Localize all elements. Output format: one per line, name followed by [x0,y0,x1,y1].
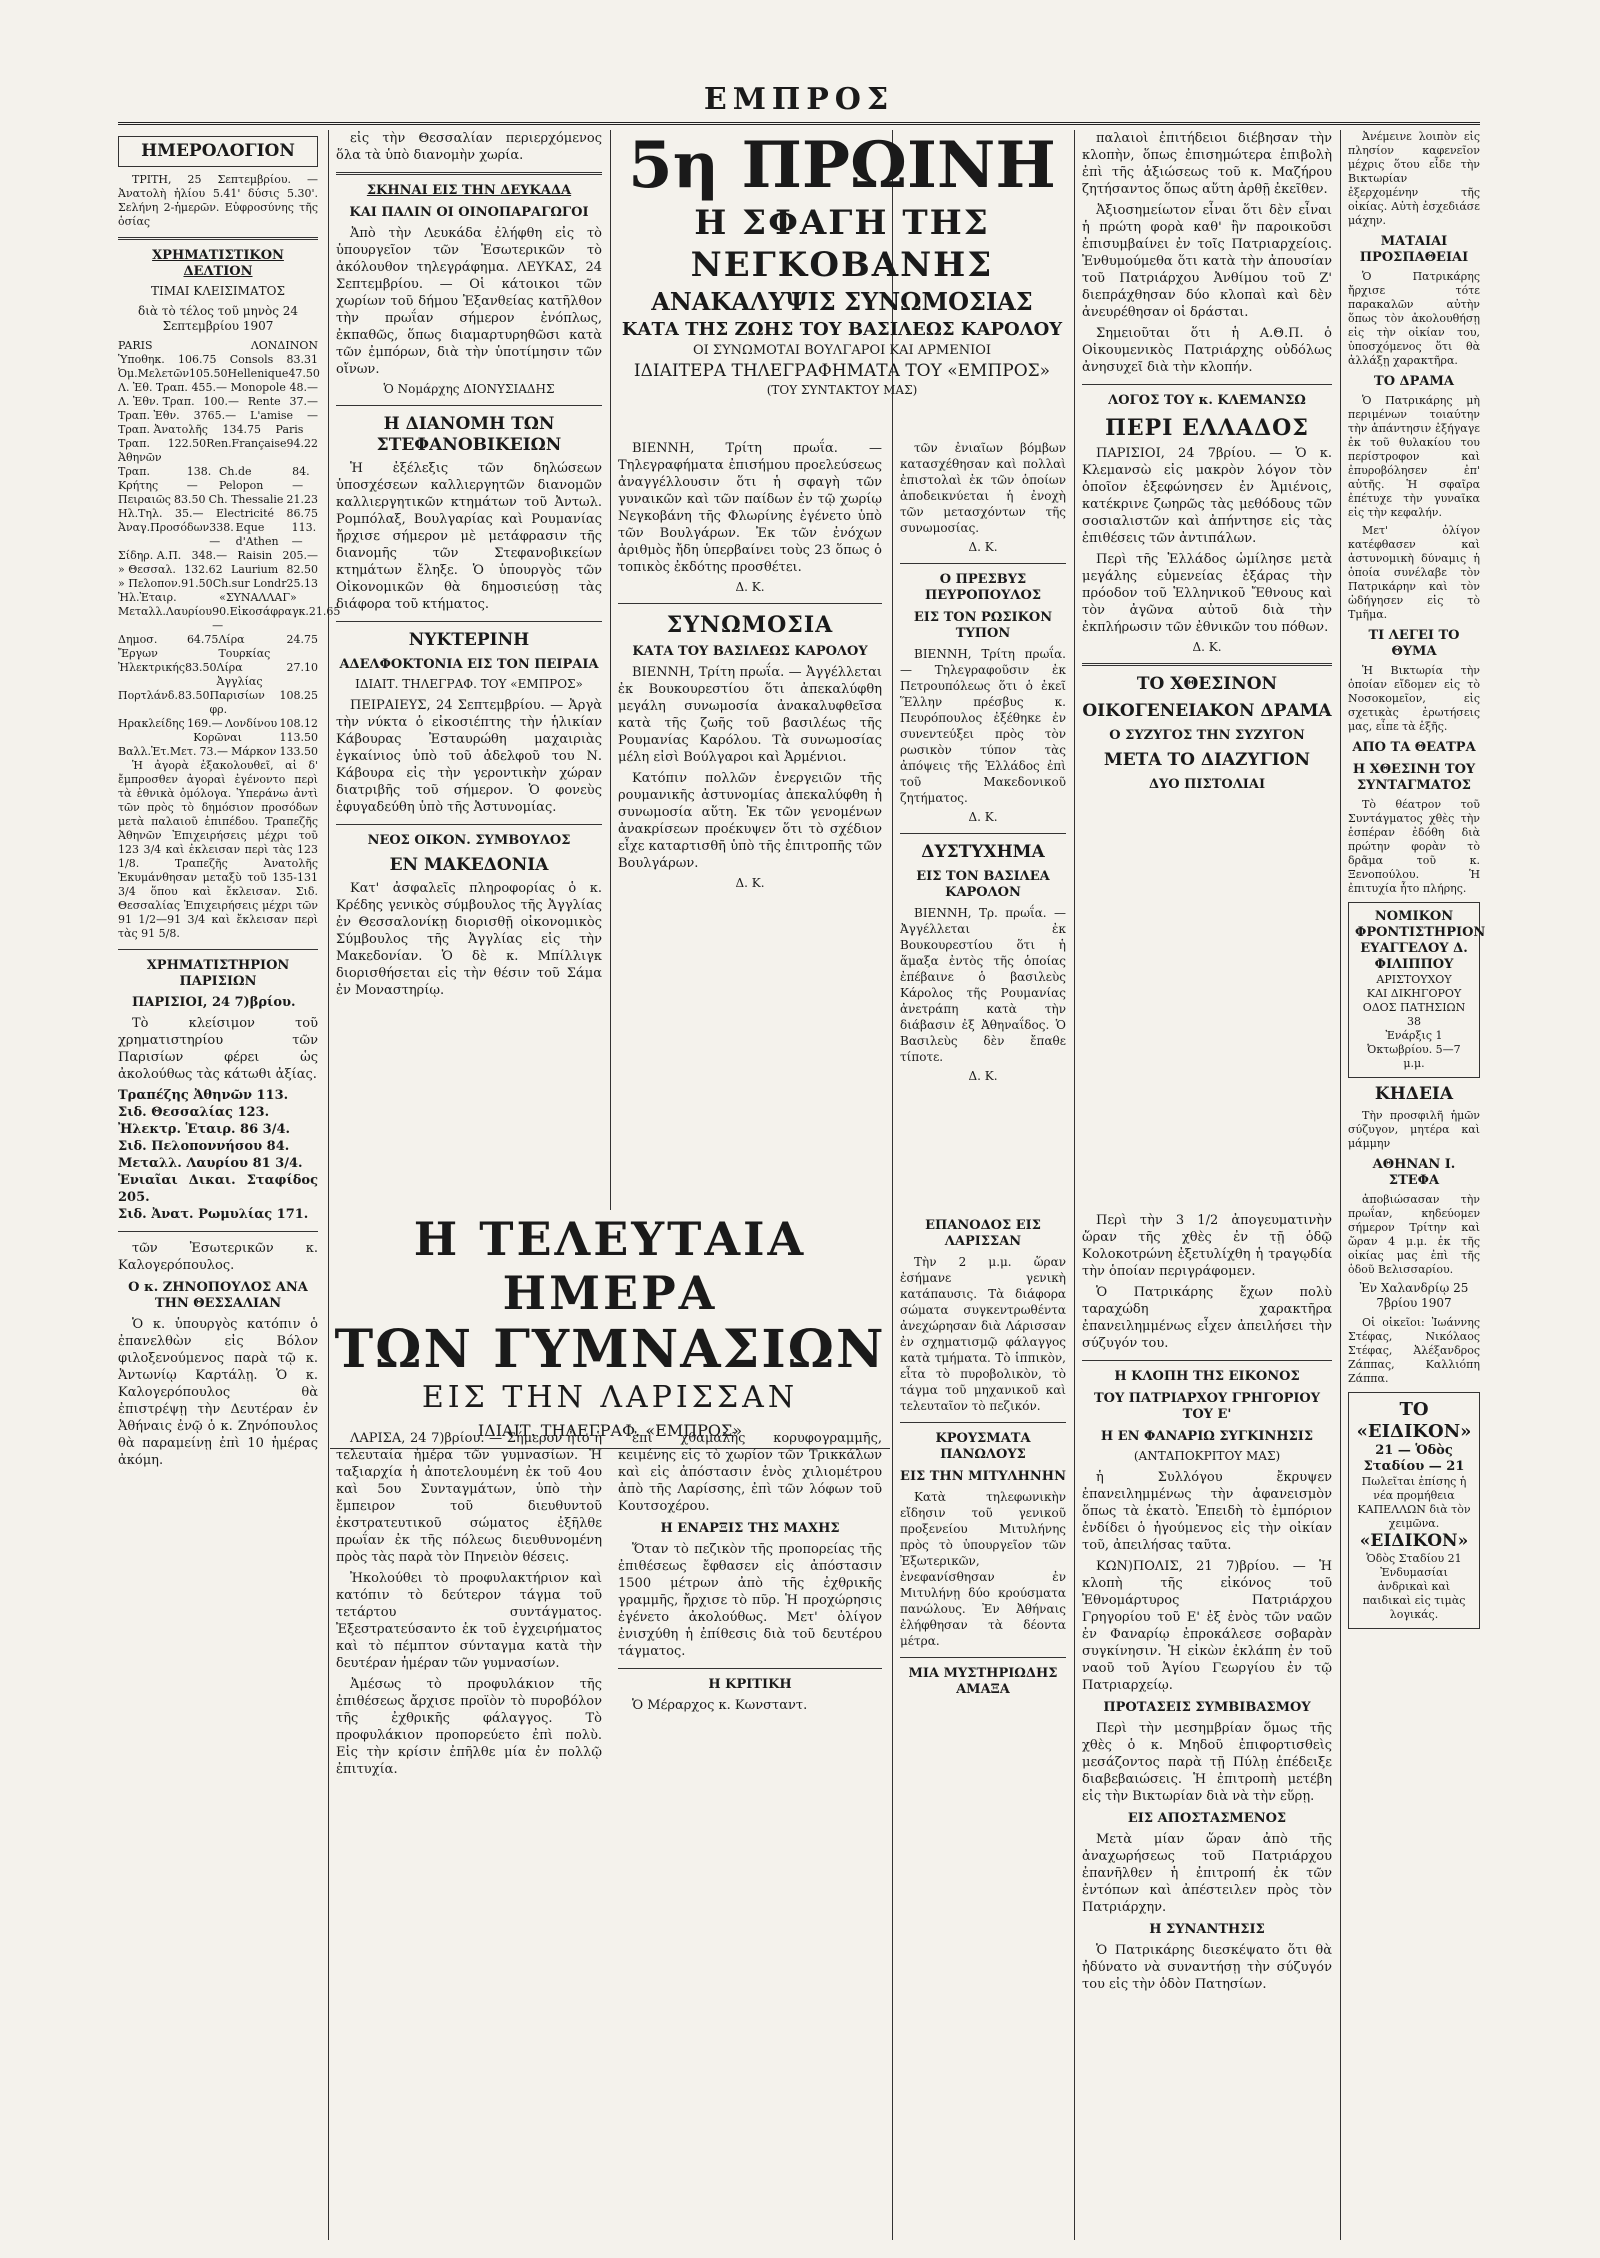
apostasy-heading: ΕΙΣ ΑΠΟΣΤΑΣΜΕΝΟΣ [1127,1811,1287,1826]
vain-efforts-heading: ΜΑΤΑΙΑΙ ΠΡΟΣΠΑΘΕΙΑΙ [1359,234,1469,265]
deceased-name: ΑΘΗΝΑΝ Ι. ΣΤΕΦΑ [1372,1157,1456,1188]
ambassador-text: ΒΙΕΝΝΗ, Τρίτη πρωΐα. — Τηλεγραφοῦσιν ἐκ Πετρουπόλεως ὅτι ὁ ἐκεῖ Ἕλλην πρέσβυς κ. Πευρόπουλος ἐξέθηκε ἐν συνεντεύξει πρὸς τὸν ρωσικὸν τύπον τὰς ἀπόψεις τῆς Ἑλλάδος ἐπὶ τοῦ Μακεδονικοῦ ζητήματος. [900,647,1066,805]
market-row-left: Βαλλ.Ἐτ.Μετ. [118,745,197,758]
market-row [118,591,318,605]
drama-text-2: Μετ' ὀλίγον κατέφθασεν καὶ ἀστυνομικὴ δύναμις ἡ ὁποία συνέλαβε τὸν Πατρικάρην καὶ τὸν ὡδήγησεν εἰς τὸ Τμῆμα. [1348,524,1480,621]
column-rule [610,130,611,1210]
market-row-right: Ren.Française [206,437,287,450]
ad-line-4: ΚΑΙ ΔΙΚΗΓΟΡΟΥ [1366,987,1462,1000]
column-rule [1074,130,1075,2240]
meeting-text: Ὁ Πατρικάρης διεσκέψατο ὅτι θὰ ἠδύνατο νὰ συναντήσῃ τὴν σύζυγόν του εἰς τὴν ὁδὸν Πατησίων. [1082,1943,1332,1992]
market-row [118,661,318,689]
market-row-left-value: 83.50 [177,689,210,702]
paris-label: PARIS [118,339,153,352]
drama-heading-5: ΔΥΟ ΠΙΣΤΟΛΙΑΙ [1148,777,1266,792]
plague-text: Κατὰ τηλεφωνικὴν εἴδησιν τοῦ γενικοῦ προξενείου Μιτυλήνης πρὸς τὸ ὑπουργεῖον τῶν Ἐξωτερικῶν, ἐνεφανίσθησαν ἐν Μιτυλήνῃ δύο κρούσματα πανώλους. Ἐν Ἀθήναις ἐλήφθησαν τὰ δέοντα μέτρα. [900,1490,1066,1648]
drama-heading: ΤΟ ΔΡΑΜΑ [1374,374,1454,389]
signature: Δ. Κ. [1192,640,1222,654]
market-row-right-value: 82.50 [286,563,318,576]
drama-text: Ὁ Πατρικάρης μὴ περιμένων τοιαύτην τὴν ἀπάντησιν ἐξήγαγε ἐκ τοῦ θυλακίου του περίστροφον καὶ ἐπυροβόλησεν ἐπ' αὐτῆς. Ἡ σφαῖρα ἐπέτυχε τὴν γυναῖκα εἰς τὴν κεφαλήν. [1348,394,1480,519]
column-5-lower [1082,1212,1332,2240]
market-row [118,409,318,423]
column-3 [618,440,882,1205]
market-row-left: Τραπ. Ἐθν. [118,409,180,422]
column-6 [1348,130,1486,2240]
divider [336,824,602,825]
market-row-left-value: 83.50 [174,493,206,506]
apostasy-text: Μετὰ μίαν ὥραν ἀπὸ τῆς ἀναχωρήσεως τοῦ Πατριάρχου ἐπανῆλθεν ἡ ἐπιτροπή ἐκ τῶν ἐντόπων καὶ ἀπέστειλεν πρὸς τὸν Πατριάρχην. [1082,1832,1332,1915]
divider [118,237,318,240]
conspiracy-heading: ΣΥΝΩΜΟΣΙΑ [666,612,834,638]
funeral-heading: ΚΗΔΕΙΑ [1374,1084,1454,1104]
zinopoulos-heading: Ο κ. ΖΗΝΟΠΟΥΛΟΣ ΑΝΑ ΤΗΝ ΘΕΣΣΑΛΙΑΝ [128,1280,308,1311]
column-5 [1082,130,1332,1205]
battle-start-heading: Η ΕΝΑΡΞΙΣ ΤΗΣ ΜΑΧΗΣ [660,1521,840,1536]
market-row [118,465,318,493]
paris-quote: Ἑνιαῖαι Δικαι. Σταφίδος 205. [118,1173,318,1205]
ad-line-6: Ἐνάρξις 1 Ὀκτωβρίου. 5—7 μ.μ. [1367,1029,1461,1070]
conspiracy-text: ΒΙΕΝΝΗ, Τρίτη πρωΐα. — Ἀγγέλλεται ἐκ Βουκουρεστίου ὅτι ἀπεκαλύφθη μεγάλη συνωμοσία ἀνακαλυφθεῖσα κατὰ τῆς ζωῆς τοῦ βασιλέως τῆς Ρουμανίας Καρόλου. Τὰ συνωμοσίας μέλη εἰσὶ Βούλγαροι καὶ Ἀρμένιοι. [618,665,882,765]
larissa-text-1: ΛΑΡΙΣΑ, 24 7)βρίου. — Σήμερον ἦτο ἡ τελευταία ἡμέρα τῶν γυμνασίων. Ἡ ταξιαρχία ἡ ἀποτελουμένη ἐκ τοῦ 4ου καὶ 5ου Συνταγμάτων, ὑπὸ τὴν ἔμπειρον τοῦ διευθυντοῦ ἐκστρατευτικοῦ σώματος ἐξῆλθε πρωΐαν ἐκ τῆς πόλεως διευθυνομένη πρὸς τὰς παρὰ τὸν Πηνειὸν θέσεις. [336,1431,602,1565]
negkovani-text: ΒΙΕΝΝΗ, Τρίτη πρωΐα. — Τηλεγραφήματα ἐπισήμου προελεύσεως ἀναγγέλλουσιν ὅτι ἡ σφαγὴ τῶν γυναικῶν καὶ τῶν παίδων ἐν τῷ χωρίῳ Νεγκοβάνη τῆς Φλωρίνης ἐγένετο ὑπὸ τῶν Βουλγάρων. Ἐκ τῶν ἐνόχων ἀριθμὸς ἤδη ὑπερβαίνει τοὺς 23 ὅπως ὁ τοπικὸς ἐκδότης προσθέτει. [618,441,882,575]
accident-subheading: ΕΙΣ ΤΟΝ ΒΑΣΙΛΕΑ ΚΑΡΟΛΟΝ [916,869,1050,900]
market-row-left-value: 83.50 [185,661,217,674]
plague-heading: ΚΡΟΥΣΜΑΤΑ ΠΑΝΩΛΟΥΣ [935,1431,1031,1462]
eidikon-address-2: Ὁδὸς Σταδίου 21 [1366,1552,1462,1565]
divider [618,603,882,604]
feature-headline [330,1212,890,1449]
eidikon-title: ΤΟ «ΕΙΔΙΚΟΝ» [1356,1399,1472,1442]
paris-quotes [118,1087,318,1223]
ambassador-heading: Ο ΠΡΕΣΒΥΣ ΠΕΥΡΟΠΟΥΛΟΣ [924,572,1042,603]
market-row-right: Monopole [230,381,286,394]
masthead [118,82,1480,125]
divider [900,1657,1066,1658]
divider [900,833,1066,834]
feature-column-2 [618,1430,882,2240]
paris-quote: Σιδ. Θεσσαλίας 123. [118,1105,270,1120]
correspondent-label: (ΑΝΤΑΠΟΚΡΙΤΟΥ ΜΑΣ) [1133,1449,1281,1463]
larissa-text-3: Ἀμέσως τὸ προφυλάκιον τῆς ἐπιθέσεως ἄρχισε προϊὸν τὸ πυροβόλον τῆς ἐχθρικῆς φάλαγγος. Τὸ προφυλάκιον προπορεύετο ἐπὶ πολὺ. Εἰς τὴν κρίσιν ἐπῆλθε μία ἐν πολλῷ ἐπιτυχία. [336,1677,602,1777]
compromise-heading: ΠΡΟΤΑΣΕΙΣ ΣΥΜΒΙΒΑΣΜΟΥ [1103,1700,1311,1715]
patriarch-heading: ΤΟΥ ΠΑΤΡΙΑΡΧΟΥ ΓΡΗΓΟΡΙΟΥ ΤΟΥ Ε' [1093,1391,1321,1422]
paris-quote: Σιδ. Πελοποννήσου 84. [118,1139,290,1154]
market-row [118,563,318,577]
theatres-heading: ΑΠΟ ΤΑ ΘΕΑΤΡΑ [1352,740,1476,755]
market-row-left-value: 134.75 [222,423,261,436]
banner-line-1: Η ΣΦΑΓΗ ΤΗΣ ΝΕΓΚΟΒΑΝΗΣ [690,203,994,285]
funeral-date: Ἐν Χαλανδρίῳ 25 7βρίου 1907 [1359,1281,1469,1310]
critique-text: Ὁ Μέραρχος κ. Κωνσταντ. [632,1698,808,1713]
paris-body: Τὸ κλείσιμον τοῦ χρηματιστηρίου τῶν Παρισίων φέρει ὡς ἀκολούθως τὰς κάτωθι ἀξίας. [118,1016,318,1082]
theft-text: ΚΩΝ)ΠΟΛΙΣ, 21 7)βρίου. — Ἡ κλοπὴ τῆς εἰκόνος τοῦ Ἐθνομάρτυρος Πατριάρχου Γρηγορίου τοῦ Ε' ἐξ ἐνὸς τῶν ναῶν ἐν Φαναρίῳ ἐπροκάλεσε σοβαρὰν συγκίνησιν. Ἡ εἰκὼν ἐκλάπη ἐν τοῦ ναοῦ τοῦ Ἁγίου Γεωργίου ἐν τῷ Πατριαρχείῳ. [1082,1559,1332,1693]
feature-line-1: Η ΤΕΛΕΥΤΑΙΑ ΗΜΕΡΑ [413,1212,807,1320]
signature: Δ. Κ. [968,810,998,824]
col2-top-text: εἰς τὴν Θεσσαλίαν περιερχόμενος ὅλα τὰ ὑπὸ διανομὴν χωρία. [336,131,602,163]
ad-line-1: ΝΟΜΙΚΟΝ ΦΡΟΝΤΙΣΤΗΡΙΟΝ [1355,909,1486,940]
column-rule [1340,130,1341,2240]
market-row [118,367,318,381]
market-row-left-value: 73.— [199,745,229,758]
banner-headline [612,130,1072,398]
market-heading: ΧΡΗΜΑΤΙΣΤΙΚΟΝ ΔΕΛΤΙΟΝ [152,248,284,279]
macedonia-heading: ΕΝ ΜΑΚΕΔΟΝΙΑ [389,855,549,875]
kiss-heading: Η ΚΛΟΠΗ ΤΗΣ ΕΙΚΟΝΟΣ [1114,1369,1300,1384]
market-row-right-value: 113.— [291,521,317,548]
col5-text-1: παλαιοὶ ἐπιτήδειοι διέβησαν τὴν κλοπὴν, ὅπως ἐπισημώτερα ἐπιβολὴ ἐπὶ τῆς ἀξιώσεως τοῦ κ. Μαζήρου ζητήσαντος ὅπως αὕτη ἀρθῇ ἐκεῖθεν. [1082,131,1332,197]
market-row-right: Μάρκον [231,745,277,758]
eidikon-text: Πωλεῖται ἐπίσης ἡ νέα προμήθεια ΚΑΠΕΛΛΩΝ διὰ τὸν χειμῶνα. [1357,1475,1471,1530]
market-note: διὰ τὸ τέλος τοῦ μηνὸς 24 Σεπτεμβρίου 1907 [137,304,299,333]
market-row-right: Laurium [230,563,279,576]
column-4 [900,440,1066,1205]
market-row-right-value: 94.22 [286,437,318,450]
feature-line-2: ΤΩΝ ΓΥΜΝΑΣΙΩΝ [334,1319,886,1380]
market-row-right-value: 108.12 [279,717,318,730]
eidikon-note: Ἐνδυμασίαι ἀνδρικαὶ καὶ παιδικαὶ εἰς τιμὰς λογικάς. [1362,1566,1466,1621]
drama-heading-2: ΟΙΚΟΓΕΝΕΙΑΚΟΝ ΔΡΑΜΑ [1082,701,1332,721]
conspiracy-subheading: ΚΑΤΑ ΤΟΥ ΒΑΣΙΛΕΩΣ ΚΑΡΟΛΟΥ [632,644,868,659]
distribution-heading: Η ΔΙΑΝΟΜΗ ΤΩΝ ΣΤΕΦΑΝΟΒΙΚΕΙΩΝ [376,414,562,455]
col6-text-1: Ἀνέμεινε λοιπὸν εἰς πλησίον καφενεῖον μέχρις ὅτου εἶδε τὴν Βικτωρίαν ἐξερχομένην τῆς οἰκίας. Αὐτὴ ἐσχεδιάσε μάχην. [1348,130,1480,227]
market-row-right: L'amise [250,409,294,422]
london-label: ΛΟΝΔΙΝΟΝ [250,339,318,352]
divider [1082,663,1332,666]
market-row-right: Electricité [215,507,274,520]
lefkada-signature: Ὁ Νομάρχης ΔΙΟΝΥΣΙΑΔΗΣ [383,382,555,396]
market-row-right-value: 47.50 [288,367,320,380]
market-row [118,381,318,395]
market-row-right-value: 205.— [282,549,318,562]
victim-heading: ΤΙ ΛΕΓΕΙ ΤΟ ΘΥΜΑ [1368,628,1460,659]
market-row [118,521,318,549]
market-row-left: Δημοσ. Ἔργων [118,633,158,660]
market-row-left: Λ. Ἐθ. Τραπ. [118,381,188,394]
market-row [118,717,318,731]
funeral-text: ἀποβιώσασαν τὴν πρωΐαν, κηδεύομεν σήμερον Τρίτην καὶ ὥραν 4 μ.μ. ἐκ τῆς οἰκίας μας ἐπὶ τῆς ὁδοῦ Βελισσαρίου. [1348,1193,1480,1276]
market-row-left-value: 100.— [203,395,239,408]
market-row-left-value: 105.50 [189,367,228,380]
market-row-left: Πορτλάνδ. [118,689,178,702]
lefkada-text: Ἀπὸ τὴν Λευκάδα ἐλήφθη εἰς τὸ ὑπουργεῖον τῶν Ἐσωτερικῶν τὸ ἀκόλουθον τηλεγράφημα. ΛΕΥΚΑΣ, 24 Σεπτεμβρίου. — Οἱ κάτοικοι τῶν χωρίων τοῦ δήμου Ἐξανθείας κατῆλθον τὴν πρωΐαν σήμερον ἐνόπλως, ἐκπαθῶς, ὅπως διαμαρτυρηθῶσι κατὰ τῶν ἐμπόρων, διὰ τὴν ὑποτίμησιν τῶν οἴνων. [336,226,602,377]
market-row-left-value: 3765.— [193,409,237,422]
market-row-left: Ηρακλείδης [118,717,185,730]
consul-text: Κατ' ἀσφαλεῖς πληροφορίας ὁ κ. Κρέδης γενικὸς σύμβουλος τῆς Ἀγγλίας ἐν Θεσσαλονίκῃ διορισθῇ οἰκονομικὸς Σύμβουλος τῆς Ἀγγλίας εἰς τὴν Μακεδονίαν. Ὁ δὲ κ. Μπίλλιγκ διορισθήσεται εἰς τὴν θέσιν τοῦ Σάμα ἐν Μοναστηρίῳ. [336,881,602,998]
feature-column-3 [900,1212,1066,2240]
column-2 [336,130,602,1205]
nocturnal-heading: ΝΥΚΤΕΡΙΝΗ [408,630,530,650]
banner-line-6: (ΤΟΥ ΣΥΝΤΑΚΤΟΥ ΜΑΣ) [766,383,918,397]
market-row-right-value: 24.75 [286,633,318,646]
market-row-left-value: 348.— [191,549,228,562]
market-row-right-value: 21.65 [308,605,341,618]
divider [118,1231,318,1232]
paris-quote: Ἠλεκτρ. Ἑταιρ. 86 3/4. [118,1122,291,1137]
ad-line-2: ΕΥΑΓΓΕΛΟΥ Δ. ΦΙΛΙΠΠΟΥ [1360,941,1468,972]
law-school-ad [1348,902,1486,1078]
market-row-right: Λίρα Ἀγγλίας [216,661,263,688]
market-body: Ἡ ἀγορὰ ἐξακολουθεῖ, αἱ δ' ἔμπροσθεν ἀγοραὶ ἐγένοντο περὶ τὰ ἐθνικὰ ὀμόλογα. Ὑπεράνω ἀντὶ τῶν πρὸς τὸ δημόσιον προσόδων μετὰ παλαιοῦ ἐπιπέδου. Τραπεζῆς Ἀθηνῶν Ἐπιχειρήσεις μέχρι τοῦ 123 3/4 καὶ ἐκλεισαν περὶ τὰς 123 1/8. Τραπεζῆς Ἀνατολῆς Ἐκυμάνθησαν μεταξὺ τοῦ 135-131 3/4 ὅπου καὶ ἔκλεισαν. Σιδ. Θεσσαλίας Ἐπιχειρήσεις μέχρι τῶν 91 1/2—91 3/4 καὶ ἔκλεισαν περὶ τὰς 91 5/8. [118,759,318,940]
feature-subline: ΙΔΙΑΙΤ. ΤΗΛΕΓΡΑΦ. «ΕΜΠΡΟΣ» [330,1420,890,1449]
calendar-heading: ΗΜΕΡΟΛΟΓΙΟΝ [118,136,318,167]
market-row-right: Ch. Thessalie [208,493,284,506]
market-row-left-value: 90.— [212,605,230,632]
market-row-left-value: 122.50 [167,437,207,450]
market-row-right: Paris [275,423,304,436]
ad-line-5: ΟΔΟΣ ΠΑΤΗΣΙΩΝ 38 [1362,1001,1466,1028]
divider [1082,384,1332,385]
market-row-right-value: 27.10 [286,661,318,674]
compromise-text: Περὶ τὴν μεσημβρίαν ὅμως τῆς χθὲς ὁ κ. Μηδοῦ ἐπιφορτισθεὶς μεσάζοντος παρὰ τῇ Πύλῃ ἐπέδειξε διαβεβαιώσεις. Ἡ ἐπιτροπὴ μετέβη εἰς τὴν Βικτωρίαν διὰ νὰ τὴν εὕρῃ. [1082,1721,1332,1804]
eidikon-address: 21 — Ὁδὸς Σταδίου — 21 [1363,1443,1465,1474]
divider [900,563,1066,564]
market-row [118,577,318,591]
signature: Δ. Κ. [968,1069,998,1083]
market-row [118,493,318,507]
critique-heading: Η ΚΡΙΤΙΚΗ [708,1677,792,1692]
carriage-heading: ΜΙΑ ΜΥΣΤΗΡΙΩΔΗΣ ΑΜΑΞΑ [908,1666,1058,1697]
market-row [118,745,318,759]
banner-edition: 5η ΠΡΩΙΝΗ [628,128,1056,203]
meeting-heading: Η ΣΥΝΑΝΤΗΣΙΣ [1149,1922,1265,1937]
return-heading: ΕΠΑΝΟΔΟΣ ΕΙΣ ΛΑΡΙΣΣΑΝ [925,1218,1041,1249]
market-row [118,549,318,563]
divider [118,949,318,950]
paris-quote: Μεταλλ. Λαυρίου 81 3/4. [118,1156,303,1171]
funeral-intro: Τὴν προσφιλῆ ἡμῶν σύζυγον, μητέρα καὶ μάμμην [1348,1109,1480,1150]
fratricide-text: ΠΕΙΡΑΙΕΥΣ, 24 Σεπτεμβρίου. — Ἀργὰ τὴν νύκτα ὁ εἰκοσιέπτης τὴν ἡλικίαν Κάβουρας Ἐσταυρώθη μαχαιριὰς ἐγκαίνιος ὑπὸ τοῦ ἀδελφοῦ του Ν. Κάβουρα εἰς τὴν γεροντικὴν χώραν διατριβῆς τοῦ σήμερον. Ὁ φονεὺς ἐφυγαδεύθη ὑπὸ τῆς Ἀστυνομίας. [336,698,602,815]
market-row-right-value: 133.50 [279,745,318,758]
market-row-left-value: 455.— [191,381,227,394]
eidikon-ad [1348,1392,1480,1629]
divider [618,1668,882,1669]
market-row-right-value: 84.— [292,465,310,492]
market-row-left-value: 338.— [209,521,234,548]
market-row-right-value: 83.31 [286,353,318,366]
col5-text-2: Ἀξιοσημείωτον εἶναι ὅτι δὲν εἶναι ἡ πρώτη φορὰ καθ' ἣν παροικοῦσι ἐπισυμβαίνει ἐν τοῖς Πατριαρχείοις. Ἐνθυμούμεθα ὅτι κατὰ τὴν ἀπουσίαν τοῦ Πατριάρχου Ἀνθίμου τοῦ Ζ' διεπράχθησαν δύο κλοπαὶ καὶ δὲν ἀνευρέθησαν οἱ δράσται. [1082,203,1332,320]
market-row-left: Μεταλλ.Λαυρίου [118,605,213,618]
vain-efforts-text: Ὁ Πατρικάρης ἤρχισε τότε παρακαλῶν αὐτὴν ὅπως τὸν ἀκολουθήσῃ εἰς τὴν οἰκίαν του, ὑποσχόμενος ὅτι θὰ ἀλλάξῃ χαρακτῆρα. [1348,270,1480,367]
larissa-text-2: Ἠκολούθει τὸ προφυλακτήριον καὶ κατόπιν τὸ δεύτερον τάγμα τοῦ τετάρτου συντάγματος. Ἐξεστρατεύσαντο ἐκ τοῦ ἐγχειρήματος καὶ τὸ πέμπτον σύνταγμα κατὰ τὴν δευτέραν ἡμέραν τῶν γυμνασίων. [336,1571,602,1671]
market-row-right-value: 48.— [289,381,318,394]
market-row-left-value: 64.75 [186,633,219,646]
accident-heading: ΔΥΣΤΥΧΗΜΑ [921,842,1045,862]
ad-line-3: ΑΡΙΣΤΟΥΧΟΥ [1376,973,1452,986]
market-row [118,507,318,521]
clemenceau-text: ΠΑΡΙΣΙΟΙ, 24 7βρίου. — Ὁ κ. Κλεμανσὼ εἰς μακρὸν λόγον τὸν ὁποῖον ἐξεφώνησεν ἐν Ἀμιένοις, κατέκρινε ζωηρῶς τὰς μεθόδους τῶν σοσιαλιστῶν καὶ ἀπήντησε εἰς τὰς ἐπιθέσεις τῶν ἀντιπάλων. [1082,446,1332,546]
paris-exchange-heading: ΧΡΗΜΑΤΙΣΤΗΡΙΟΝ ΠΑΡΙΣΙΩΝ [146,958,290,989]
divider [336,172,602,175]
market-row [118,395,318,409]
lefkada-subheading: ΚΑΙ ΠΑΛΙΝ ΟΙ ΟΙΝΟΠΑΡΑΓΩΓΟΙ [349,205,589,220]
market-row-right-value: 37.— [289,395,318,408]
market-row-left: Τραπ. Κρήτης [118,465,159,492]
signature: Δ. Κ. [735,580,765,594]
market-row-left: » Πελοπον. [118,577,182,590]
market-row-left-value: 106.75 [178,353,217,366]
market-row [118,353,318,367]
market-row [118,689,318,717]
market-row-right: Consols [229,353,274,366]
column-rule [892,130,893,2240]
victim-text: Ἡ Βικτωρία τὴν ὁποίαν εἴδομεν εἰς τὸ Νοσοκομεῖον, εἰς σχετικὰς ἐρωτήσεις μας, εἶπε τὰ ἑξῆς. [1348,664,1480,733]
divider [336,621,602,622]
market-row-left-value: 138.— [186,465,212,492]
market-row-left: Ὀμ.Μελετῶν [118,367,190,380]
banner-line-5: ΙΔΙΑΙΤΕΡΑ ΤΗΛΕΓΡΑΦΗΜΑΤΑ ΤΟΥ «ΕΜΠΡΟΣ» [633,361,1051,381]
market-subheading: ΤΙΜΑΙ ΚΛΕΙΣΙΜΑΤΟΣ [151,284,285,298]
market-row-left: » Θεσσαλ. [118,563,176,576]
calendar-text: ΤΡΙΤΗ, 25 Σεπτεμβρίου. — Ἀνατολὴ ἡλίου 5.41' δύσις 5.30'. Σελήνη 2-ἡμερῶν. Εὐφροσύνης τῆς ὁσίας [118,173,318,228]
drama-heading-3: Ο ΣΥΖΥΓΟΣ ΤΗΝ ΣΥΖΥΓΟΝ [1109,728,1305,743]
market-row-right-value: 21.23 [286,493,318,506]
clemenceau-heading: ΛΟΓΟΣ ΤΟΥ κ. ΚΛΕΜΑΝΣΩ [1108,393,1306,408]
feature-column-1 [336,1430,602,2240]
market-row-left: Λ. Ἐθν. Τραπ. [118,395,195,408]
market-row-left: Τραπ. Ἀθηνῶν [118,437,162,464]
market-row-right: Λονδίνου [224,717,278,730]
market-row-right: Κορῶναι [193,731,242,744]
market-row-left: Ἠλεκτρικής [118,661,186,674]
market-row-right: Ch.sur Londr [212,577,287,590]
eidikon-name: «ΕΙΔΙΚΟΝ» [1359,1531,1469,1551]
syntagma-heading: Η ΧΘΕΣΙΝΗ ΤΟΥ ΣΥΝΤΑΓΜΑΤΟΣ [1352,762,1476,793]
russian-press-heading: ΕΙΣ ΤΟΝ ΡΩΣΙΚΟΝ ΤΥΠΟΝ [913,610,1053,641]
market-row-right: Eque d'Athen [235,521,279,548]
market-row-left: Ἠλ.Ἐταιρ. [118,591,177,604]
battle-start-text: Ὅταν τὸ πεζικὸν τῆς προπορείας τῆς ἐπιθέσεως ἔφθασεν εἰς ἀπόστασιν 1500 μέτρων ἀπὸ τῆς ἐχθρικῆς γραμμῆς, ἤρχισε τὸ πῦρ. Ἡ προχώρησις ἐγένετο ἀκολούθως. Μετ' ὀλίγον ἐνισχύθη ἡ ἐπίθεσις διὰ τοῦ δευτέρου τάγματος. [618,1542,882,1659]
interior-body: τῶν Ἐσωτερικῶν κ. Καλογερόπουλος. [118,1241,318,1273]
consul-heading: ΝΕΟΣ ΟΙΚΟΝ. ΣΥΜΒΟΥΛΟΣ [367,833,571,848]
column-rule [328,130,329,2240]
market-row-left: Πειραιῶς [118,493,171,506]
market-region-labels [118,339,318,353]
market-row-left-value: 169.— [187,717,223,730]
market-row [118,437,318,465]
col5-text-3: Σημειοῦται ὅτι ἡ Α.Θ.Π. ὁ Οἰκουμενικὸς Πατριάρχης οὐδόλως ἀνησυχεῖ διὰ τὴν κλοπήν. [1082,326,1332,375]
signature: Δ. Κ. [968,540,998,554]
drama-heading-4: ΜΕΤΑ ΤΟ ΔΙΑΖΥΓΙΟΝ [1103,750,1311,770]
drama-text-1: Περὶ τὴν 3 1/2 ἀπογευματινὴν ὥραν τῆς χθὲς ἐν τῇ ὁδῷ Κολοκοτρώνη ἐξετυλίχθη ἡ τραγῳδία τὴν ὁποίαν περιγράφομεν. [1082,1213,1332,1279]
masthead-title: ΕΜΠΡΟΣ [703,82,895,117]
market-row-left: Ηλ.Τηλ. [118,507,163,520]
market-row-left-value: 35.— [174,507,204,520]
hills-text: ἐπὶ χθαμαλῆς κορυφογραμμῆς, κειμένης εἰς τὸ χωρίον τῶν Τρικκάλων καὶ εἰς ἀπόστασιν ἑνὸς χιλιομέτρου ἀπὸ τῆς Λαρίσσης, ἐπὶ τῶν λόφων τοῦ Κουτσοχέρου. [618,1431,882,1514]
market-row-left: Σίδηρ. Α.Π. [118,549,182,562]
market-table [118,353,341,759]
market-row-right: Λίρα Τουρκίας [218,633,271,660]
col4-top-text: τῶν ἐνιαῖων βόμβων κατασχέθησαν καὶ πολλαὶ ἐπιστολαὶ ἐκ τῶν ὁποίων ἀποδεικνύεται ἡ ἐνοχὴ τῶν μετασχόντων τῆς συνωμοσίας. [900,441,1066,535]
lefkada-heading: ΣΚΗΝΑΙ ΕΙΣ ΤΗΝ ΔΕΥΚΑΔΑ [366,183,572,198]
divider [336,405,602,406]
market-row-right-value: — [306,409,318,422]
market-row-left-value: 91.50 [181,577,213,590]
market-row-right: Raisin [237,549,273,562]
column-1 [118,130,341,2240]
divider [900,1422,1066,1423]
banner-line-3: ΚΑΤΑ ΤΗΣ ΖΩΗΣ ΤΟΥ ΒΑΣΙΛΕΩΣ ΚΑΡΟΛΟΥ [621,319,1063,340]
market-row [118,605,341,633]
market-row [118,423,318,437]
market-row-left-value: 132.62 [184,563,223,576]
paris-quote: Τραπέζης Ἀθηνῶν 113. [118,1088,289,1103]
fratricide-heading: ΑΔΕΛΦΟΚΤΟΝΙΑ ΕΙΣ ΤΟΝ ΠΕΙΡΑΙΑ [339,657,599,672]
market-row [118,731,318,745]
market-row-right: Παρισίων φρ. [209,689,265,716]
market-row-left: Ὑποθηκ. [118,353,165,366]
clemenceau-text-2: Περὶ τῆς Ἑλλάδος ὡμίλησε μετὰ μεγάλης εὐμενείας ἐξάρας τὴν πρόοδον τοῦ Ἑλληνικοῦ Ἔθνους καὶ τὸν ἀγῶνα αὐτοῦ διὰ τὴν ἐκπλήρωσιν τῶν ἐθνικῶν του πόθων. [1082,552,1332,635]
market-row [118,633,318,661]
market-row-right: Hellenique [227,367,289,380]
fanari-heading: Η ΕΝ ΦΑΝΑΡΙΩ ΣΥΓΚΙΝΗΣΙΣ [1100,1429,1314,1444]
market-row-right-value: 25.13 [286,577,318,590]
greece-heading: ΠΕΡΙ ΕΛΛΑΔΟΣ [1105,415,1309,441]
conspiracy-text-2: Κατόπιν πολλῶν ἐνεργειῶν τῆς ρουμανικῆς ἀστυνομίας ἀπεκαλύφθη ἡ συνωμοσία αὕτη. Ἐκ τῶν γενομένων ἀνακρίσεων προέκυψεν ὅτι τὸ σχέδιον εἶχε καταρτισθῆ ὑπὸ τῆς ἐπιτροπῆς τῶν Βουλγάρων. [618,771,882,871]
market-row-right-value: 86.75 [286,507,318,520]
paris-quote: Σιδ. Ἀνατ. Ρωμυλίας 171. [118,1207,309,1222]
funeral-family: Οἱ οἰκεῖοι: Ἰωάννης Στέφας, Νικόλαος Στέφας, Ἀλέξανδρος Ζάππας, Καλλιόπη Ζάππα. [1348,1316,1480,1385]
mytilene-heading: ΕΙΣ ΤΗΝ ΜΙΤΥΛΗΝΗΝ [900,1469,1066,1484]
zinopoulos-text: Ὁ κ. ὑπουργὸς κατόπιν ὁ ἐπανελθὼν εἰς Βόλον φιλοξενούμενος παρὰ τῷ κ. Ἀντωνίῳ Καρτάλῃ. Ὁ κ. Καλογερόπουλος θὰ ἐπιστρέψῃ τὴν Δευτέραν ἐν Ἀθήναις ἐνῷ ὁ κ. Ζηνόπουλος θὰ παραμείνῃ ἐπὶ 10 ἡμέρας ἀκόμη. [118,1317,318,1468]
distribution-text: Ἡ ἐξέλεξις τῶν δηλώσεων ὑποσχέσεων καλλιεργητῶν διανομῶν καλλιεργητικῶν κτημάτων τοῦ Ἀντωλ. Ρομπόλαξ, Βουλγαρίας καὶ Ρουμανίας ἤρχισε σήμερον μὲ μετάφρασιν τῆς διανομῆς τῶν Στεφανοβικείων κτημάτων ἔληξε. Ὁ ὑπουργὸς τῶν Οἰκονομικῶν θὰ δημοσιεύσῃ τὰς διάφορα τοῦ κτήματος. [336,461,602,612]
drama-text-2: Ὁ Πατρικάρης ἔχων πολὺ ταραχώδη χαρακτῆρα ἐπανειλημμένως εἶχεν ἀπειλήσει τὴν σύζυγόν του. [1082,1285,1332,1351]
telegram-label: ΙΔΙΑΙΤ. ΤΗΛΕΓΡΑΦ. ΤΟΥ «ΕΜΠΡΟΣ» [355,677,583,691]
market-row-left: Ἀναγ.Προσόδων [118,521,210,534]
divider [1082,1360,1332,1361]
theft-intro: ἡ Συλλόγου ἔκρυψεν ἐπανειλημμένως τὴν ἀφανεισμὸν ὅπως τὰ ἑκατὸ. Ἐπειδὴ τὸ ἐμπόριον ἐνδίδει ὁ ἡγούμενος εἰς τὴν οἰκίαν τοῦ, ἀπειλήσας ταῦτα. [1082,1470,1332,1553]
market-row-right-value: 108.25 [279,689,318,702]
market-row-right: «ΣΥΝΑΛΛΑΓ» [219,591,297,604]
banner-line-4: ΟΙ ΣΥΝΩΜΟΤΑΙ ΒΟΥΛΓΑΡΟΙ ΚΑΙ ΑΡΜΕΝΙΟΙ [692,343,992,358]
signature: Δ. Κ. [735,876,765,890]
return-text: Τὴν 2 μ.μ. ὥραν ἐσήμανε γενικὴ κατάπαυσις. Τὰ διάφορα σώματα συγκεντρωθέντα ἀνεχώρησαν διὰ Λάρισσαν ἐν σχηματισμῷ φάλαγγος κατὰ τμήματα. Τὸ ἱππικὸν, εἶτα τὸ πυροβολικὸν, τὸ τάγμα τοῦ μηχανικοῦ καὶ τελευταῖον τὸ πεζικόν. [900,1255,1066,1413]
banner-line-2: ΑΝΑΚΑΛΥΨΙΣ ΣΥΝΩΜΟΣΙΑΣ [651,287,1033,316]
accident-text: ΒΙΕΝΝΗ, Τρ. πρωΐα. — Ἀγγέλλεται ἐκ Βουκουρεστίου ὅτι ἡ ἅμαξα ἐντὸς τῆς ὁποίας ἐπέβαινε ὁ βασιλεὺς Κάρολος τῆς Ρουμανίας ἀνετράπη κατὰ τὴν διάβασιν ἐξ Ἀθηναΐδος. Ὁ Βασιλεὺς δὲν ἔπαθε τίποτε. [900,906,1066,1064]
theatre-text: Τὸ θέατρον τοῦ Συντάγματος χθὲς τὴν ἑσπέραν ἐδόθη διὰ πρώτην φορὰν τὸ δρᾶμα τοῦ κ. Ξενοπούλου. Ἡ ἐπιτυχία ἦτο πλήρης. [1348,798,1480,895]
market-row-left: Τραπ. Ἀνατολῆς [118,423,208,436]
market-row-right: Εἰκοσάφραγκ. [229,605,309,618]
paris-dateline: ΠΑΡΙΣΙΟΙ, 24 7)βρίου. [132,995,296,1010]
drama-heading-1: ΤΟ ΧΘΕΣΙΝΟΝ [1136,674,1278,694]
market-row-right-value: 113.50 [279,731,318,744]
market-row-right: Ch.de Pelopon [219,465,264,492]
feature-line-3: ΕΙΣ ΤΗΝ ΛΑΡΙΣΣΑΝ [421,1380,799,1415]
market-row-right: Rente [247,395,281,408]
